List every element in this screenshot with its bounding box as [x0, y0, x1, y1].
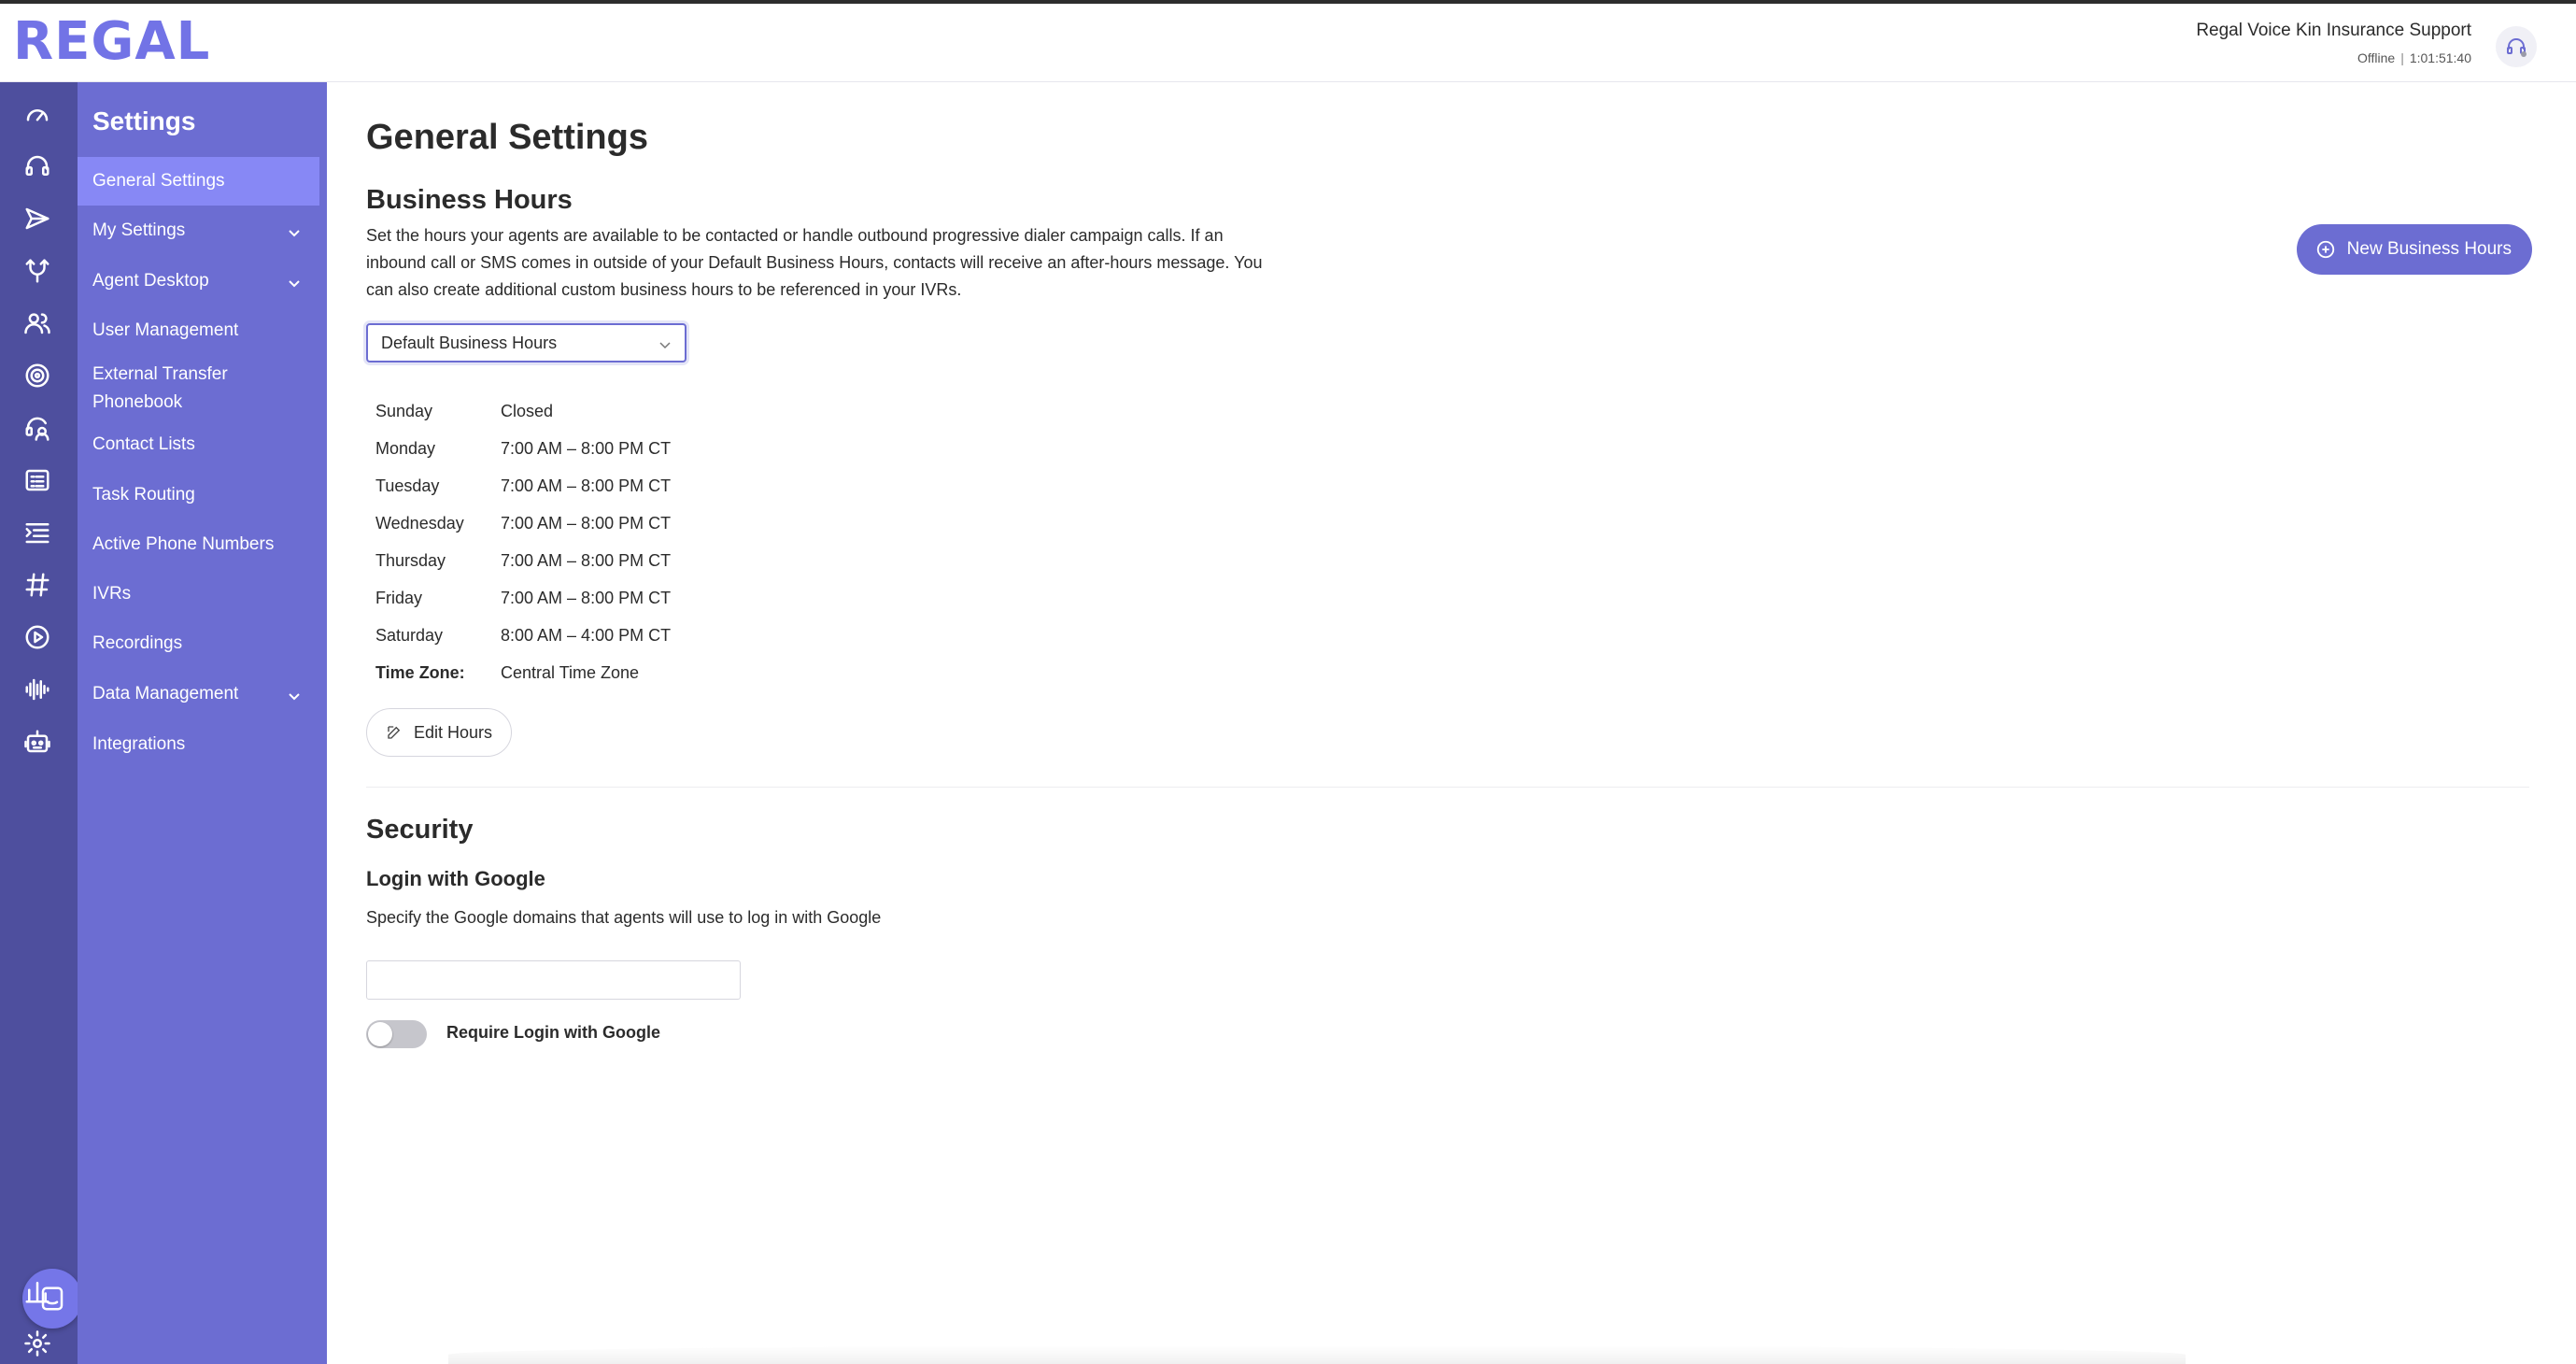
robot-icon[interactable]	[21, 725, 54, 759]
play-circle-icon[interactable]	[21, 620, 54, 654]
sidebar-item-label: IVRs	[92, 584, 132, 604]
sidebar-item-label: Data Management	[92, 684, 239, 703]
hours-row-friday	[375, 579, 671, 617]
new-business-hours-label: New Business Hours	[2346, 239, 2512, 259]
gauge-icon[interactable]	[21, 97, 54, 131]
sidebar-item-my-settings[interactable]	[78, 206, 319, 256]
regal-logo[interactable]: REGAL	[13, 11, 211, 72]
sidebar-item-task-routing[interactable]	[78, 471, 319, 519]
chevron-down-icon	[288, 224, 301, 237]
login-with-google-description: Specify the Google domains that agents will use to log in with Google	[366, 908, 882, 927]
sidebar-item-contact-lists[interactable]	[78, 420, 319, 469]
hours-row-wednesday	[375, 504, 671, 542]
target-icon[interactable]	[21, 359, 54, 392]
toggle-knob	[368, 1022, 392, 1046]
day-label: Tuesday	[375, 476, 440, 495]
require-google-login-label: Require Login with Google	[446, 1023, 660, 1042]
day-hours: 7:00 AM – 8:00 PM CT	[501, 550, 672, 570]
business-hours-select-value: Default Business Hours	[381, 333, 558, 352]
status-text: Offline	[2357, 50, 2396, 65]
status-separator: |	[2400, 50, 2404, 65]
settings-sidebar	[78, 82, 327, 1364]
hours-row-monday	[375, 430, 671, 467]
day-label: Wednesday	[375, 513, 464, 533]
branch-icon[interactable]	[21, 254, 54, 288]
sidebar-item-general-settings[interactable]	[78, 157, 319, 206]
hashtag-icon[interactable]	[21, 568, 54, 602]
edit-hours-label: Edit Hours	[414, 722, 493, 742]
chevron-down-icon	[658, 336, 672, 349]
business-hours-heading: Business Hours	[366, 185, 573, 215]
sidebar-item-active-phone-numbers[interactable]	[78, 520, 319, 569]
user-info	[2196, 19, 2471, 65]
sidebar-item-label: Recordings	[92, 633, 183, 653]
day-hours: 7:00 AM – 8:00 PM CT	[501, 588, 672, 607]
sidebar-item-label: General Settings	[92, 171, 225, 191]
user-name: Regal Voice Kin Insurance Support	[2196, 21, 2471, 40]
sidebar-title: Settings	[92, 107, 196, 135]
google-domains-input[interactable]	[366, 960, 741, 1000]
day-label: Monday	[375, 438, 436, 458]
sidebar-item-user-management[interactable]	[78, 306, 319, 355]
sidebar-item-integrations[interactable]	[78, 719, 319, 770]
icon-rail	[0, 82, 78, 1364]
page-title: General Settings	[366, 118, 648, 157]
day-hours: 7:00 AM – 8:00 PM CT	[501, 476, 672, 495]
day-hours: 7:00 AM – 8:00 PM CT	[501, 513, 672, 533]
send-icon[interactable]	[21, 202, 54, 235]
list-card-icon[interactable]	[21, 463, 54, 497]
day-label: Sunday	[375, 401, 433, 420]
day-label: Saturday	[375, 625, 444, 645]
main-content	[327, 82, 2576, 1364]
timezone-label: Time Zone:	[375, 662, 465, 682]
hours-row-sunday	[375, 392, 671, 430]
sidebar-item-recordings[interactable]	[78, 619, 319, 668]
agent-status	[2196, 50, 2471, 65]
sidebar-item-label: Integrations	[92, 734, 186, 754]
sidebar-item-label: Contact Lists	[92, 434, 195, 454]
sidebar-item-data-management[interactable]	[78, 669, 319, 719]
status-timer: 1:01:51:40	[2409, 50, 2471, 65]
business-hours-select[interactable]	[366, 323, 686, 362]
headset-icon	[2505, 36, 2527, 58]
day-hours: 7:00 AM – 8:00 PM CT	[501, 438, 672, 458]
sidebar-item-label: Active Phone Numbers	[92, 534, 275, 554]
timezone-value: Central Time Zone	[501, 662, 640, 682]
agent-headset-icon[interactable]	[21, 411, 54, 445]
plus-circle-icon	[2315, 239, 2336, 260]
day-hours: 8:00 AM – 4:00 PM CT	[501, 625, 672, 645]
day-label: Friday	[375, 588, 423, 607]
list-indent-icon[interactable]	[21, 516, 54, 549]
sidebar-item-ivrs[interactable]	[78, 570, 319, 618]
gear-icon[interactable]	[21, 1327, 54, 1360]
business-hours-table	[375, 392, 671, 691]
sidebar-item-label: Task Routing	[92, 485, 195, 504]
sidebar-item-label: External Transfer Phonebook	[92, 364, 228, 412]
sidebar-item-label: My Settings	[92, 220, 186, 240]
require-google-login-toggle[interactable]	[366, 1020, 427, 1048]
sidebar-item-label: User Management	[92, 320, 239, 340]
hours-row-thursday	[375, 542, 671, 579]
edit-icon	[386, 724, 403, 741]
waveform-icon[interactable]	[21, 673, 54, 706]
agent-status-button[interactable]	[2496, 26, 2537, 67]
chevron-down-icon	[288, 275, 301, 288]
chart-bar-icon[interactable]	[21, 1274, 54, 1308]
day-hours: Closed	[501, 401, 554, 420]
hours-row-tuesday	[375, 467, 671, 504]
new-business-hours-button[interactable]	[2297, 224, 2532, 275]
top-bar	[0, 0, 2576, 82]
business-hours-description: Set the hours your agents are available to be contacted or handle outbound progressive dialer campaign calls. If an inbound call or SMS comes in outside of your Default Business Hours, contacts will receive an after-hours message. You can also create additional custom business hours to be referenced in your IVRs.	[366, 226, 1263, 299]
sidebar-item-external-transfer-phonebook[interactable]	[78, 359, 319, 419]
section-divider	[366, 787, 2529, 788]
sidebar-item-label: Agent Desktop	[92, 271, 209, 291]
hours-row-timezone	[375, 654, 671, 691]
headset-icon[interactable]	[21, 149, 54, 183]
users-icon[interactable]	[21, 306, 54, 340]
day-label: Thursday	[375, 550, 446, 570]
edit-hours-button[interactable]	[366, 708, 512, 757]
bottom-shadow	[448, 1345, 2186, 1364]
login-with-google-heading: Login with Google	[366, 867, 545, 890]
sidebar-item-agent-desktop[interactable]	[78, 256, 319, 306]
hours-row-saturday	[375, 617, 671, 654]
security-heading: Security	[366, 815, 474, 845]
chevron-down-icon	[288, 688, 301, 701]
